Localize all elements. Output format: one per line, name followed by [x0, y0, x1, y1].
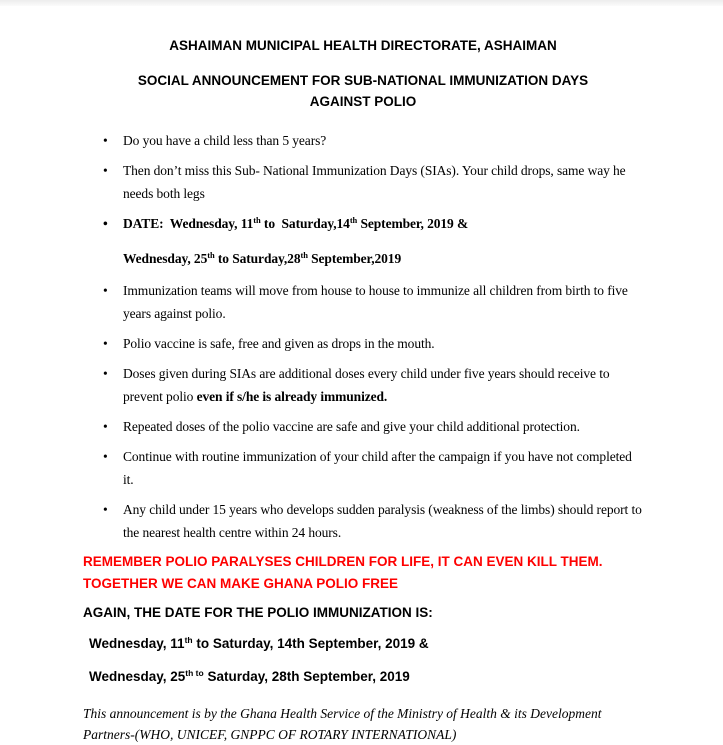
warning-line-2: TOGETHER WE CAN MAKE GHANA POLIO FREE	[83, 576, 399, 591]
bullet-item-vaccine-safe-free	[83, 332, 643, 355]
bullet-text: Doses given during SIAs are additional doses every child under five years should receive to prevent polio	[123, 366, 610, 404]
bullet-dot: •	[103, 449, 108, 464]
again-date-heading: AGAIN, THE DATE FOR THE POLIO IMMUNIZATION IS:	[83, 605, 433, 620]
warning-line-1: REMEMBER POLIO PARALYSES CHILDREN FOR LIFE, IT CAN EVEN KILL THEM.	[83, 554, 603, 569]
ordinal-superscript: th	[349, 215, 358, 225]
document-subtitle-line-2: AGAINST POLIO	[309, 94, 417, 109]
warning-banner	[83, 551, 643, 595]
date-text: DATE: Wednesday, 11	[123, 216, 254, 231]
footer-attribution-line-1: This announcement is by the Ghana Health Service of the Ministry of Health & its Development	[83, 706, 602, 721]
bullet-dot: •	[103, 336, 108, 351]
ordinal-superscript: th to	[185, 668, 204, 678]
bullet-text: Do you have a child less than 5 years?	[123, 133, 327, 148]
bullet-dot: •	[103, 419, 108, 434]
document-subtitle-line-1: SOCIAL ANNOUNCEMENT FOR SUB-NATIONAL IMMUNIZATION DAYS	[137, 73, 589, 88]
date-text: Wednesday, 11	[89, 636, 185, 651]
bullet-dot: •	[103, 283, 108, 298]
bullet-text: Any child under 15 years who develops sudden paralysis (weakness of the limbs) should report to the nearest health centre within 24 hours.	[123, 502, 642, 540]
bullet-item-dont-miss-sias	[83, 159, 643, 205]
date-text: Wednesday, 25	[123, 251, 208, 266]
bullet-dot: •	[103, 366, 108, 381]
date-text: to Saturday,28	[214, 251, 301, 266]
campaign-date-line-2	[123, 247, 643, 272]
footer-attribution	[83, 703, 643, 745]
campaign-date-line-1	[123, 212, 643, 237]
date-text: to Saturday,14	[260, 216, 350, 231]
bullet-text: Repeated doses of the polio vaccine are safe and give your child additional protection.	[123, 419, 580, 434]
bullet-text: Then don’t miss this Sub- National Immunization Days (SIAs). Your child drops, same way he needs both legs	[123, 163, 626, 201]
date-text: September,2019	[307, 251, 402, 266]
bullet-text-bold-emphasis: even if s/he is already immunized.	[196, 389, 388, 404]
ordinal-superscript: th	[253, 215, 261, 225]
bullet-item-child-under-5	[83, 129, 643, 152]
again-date-line-2	[89, 668, 643, 687]
ordinal-superscript: th	[300, 250, 308, 260]
bullet-text: Polio vaccine is safe, free and given as drops in the mouth.	[123, 336, 435, 351]
date-text: Wednesday, 25	[89, 669, 186, 684]
date-text: September, 2019 &	[357, 216, 469, 231]
bullet-list	[83, 129, 643, 544]
again-date-line-1	[89, 635, 643, 654]
bullet-item-house-to-house	[83, 279, 643, 325]
bullet-item-additional-doses	[83, 362, 643, 408]
bullet-item-repeated-doses	[83, 415, 643, 438]
page-top-edge	[0, 0, 723, 6]
bullet-dot: •	[103, 133, 108, 148]
date-text: to Saturday, 14th September, 2019 &	[192, 636, 429, 651]
bullet-dot: •	[103, 216, 108, 231]
bullet-dot: •	[103, 163, 108, 178]
document-title: ASHAIMAN MUNICIPAL HEALTH DIRECTORATE, ASHAIMAN	[169, 38, 557, 53]
ordinal-superscript: th	[184, 635, 193, 645]
bullet-text: Continue with routine immunization of your child after the campaign if you have not completed it.	[123, 449, 632, 487]
bullet-item-routine-immunization	[83, 445, 643, 491]
bullet-text: Immunization teams will move from house to house to immunize all children from birth to five years against polio.	[123, 283, 628, 321]
bullet-item-campaign-dates	[83, 212, 643, 272]
bullet-dot: •	[103, 502, 108, 517]
bullet-item-sudden-paralysis	[83, 498, 643, 544]
ordinal-superscript: th	[207, 250, 215, 260]
document-subtitle	[83, 70, 643, 112]
date-text: Saturday, 28th September, 2019	[203, 669, 410, 684]
footer-attribution-line-2: Partners-(WHO, UNICEF, GNPPC OF ROTARY INTERNATIONAL)	[83, 727, 457, 742]
